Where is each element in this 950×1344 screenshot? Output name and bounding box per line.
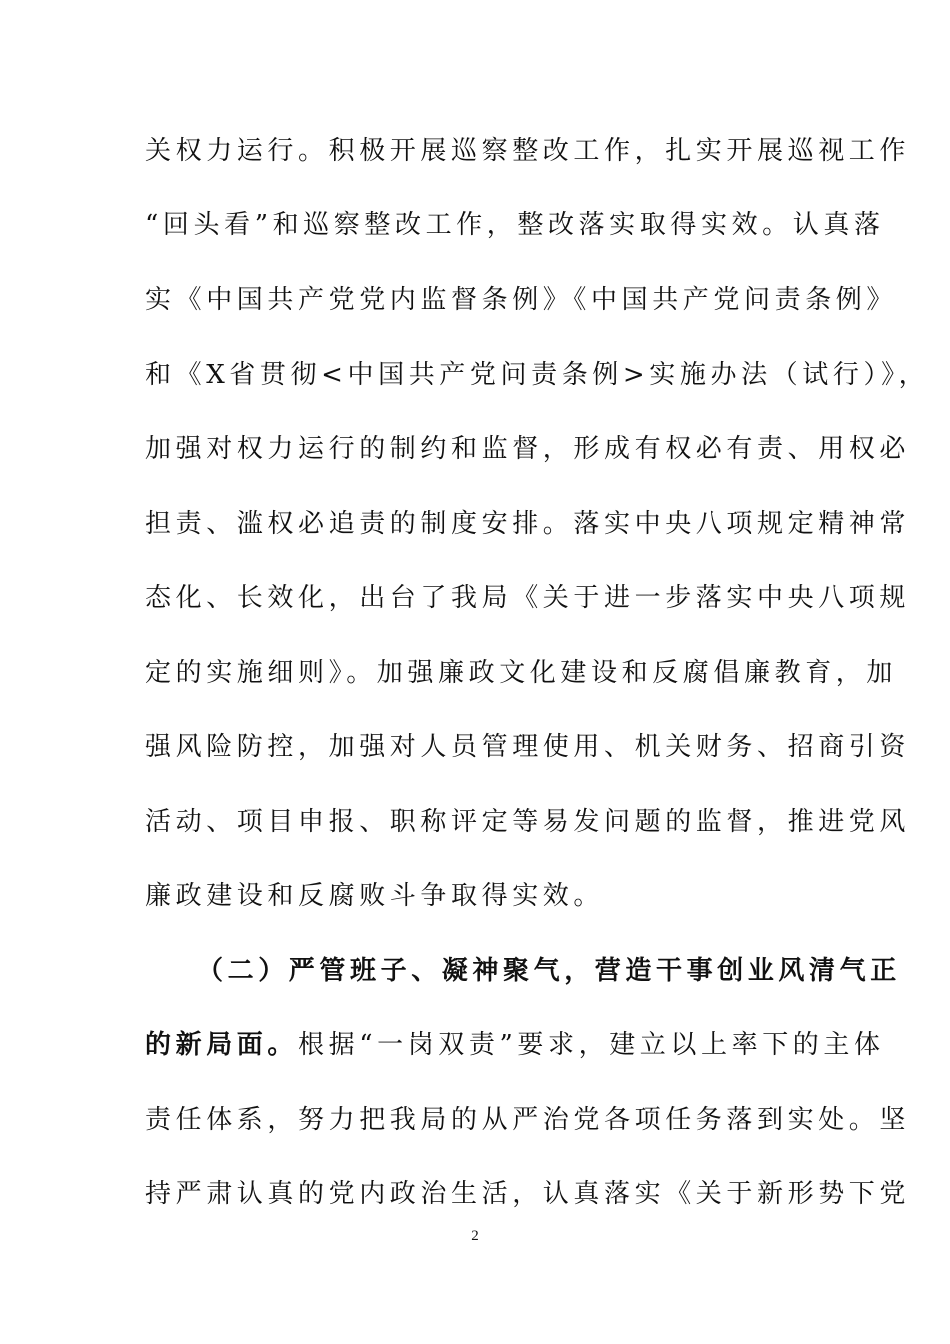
body-line-6: 担责、滥权必追责的制度安排。落实中央八项规定精神常: [145, 509, 911, 539]
body-line-5: 加强对权力运行的制约和监督，形成有权必有责、用权必: [145, 434, 911, 464]
body-line-8: 定的实施细则》。加强廉政文化建设和反腐倡廉教育，加: [145, 658, 898, 688]
body-line-3: 实《中国共产党党内监督条例》《中国共产党问责条例》: [145, 285, 898, 315]
section-heading: [197, 954, 901, 988]
section-line-2: 责任体系，努力把我局的从严治党各项任务落到实处。坚: [145, 1105, 911, 1135]
page-number: 2: [471, 1228, 479, 1244]
body-line-2: “回头看”和巡察整改工作，整改落实取得实效。认真落: [145, 210, 885, 240]
body-line-11: 廉政建设和反腐败斗争取得实效。: [145, 881, 605, 911]
body-line-4: 和《X省贯彻<中国共产党问责条例>实施办法（试行）》，: [145, 360, 930, 390]
body-line-10: 活动、项目申报、职称评定等易发问题的监督，推进党风: [145, 807, 911, 837]
body-line-9: 强风险防控，加强对人员管理使用、机关财务、招商引资: [145, 732, 911, 762]
body-line-7: 态化、长效化，出台了我局《关于进一步落实中央八项规: [145, 583, 911, 613]
section-line-3: 持严肃认真的党内政治生活，认真落实《关于新形势下党: [145, 1179, 911, 1209]
section-line-1-text: 根据“一岗双责”要求，建立以上率下的主体: [298, 1030, 885, 1060]
section-heading-text: （二）严管班子、凝神聚气，营造干事创业风清气正: [197, 956, 901, 986]
section-line-1: [145, 1028, 885, 1062]
section-heading-continued: 的新局面。: [145, 1030, 299, 1060]
body-line-1: 关权力运行。积极开展巡察整改工作，扎实开展巡视工作: [145, 136, 911, 166]
